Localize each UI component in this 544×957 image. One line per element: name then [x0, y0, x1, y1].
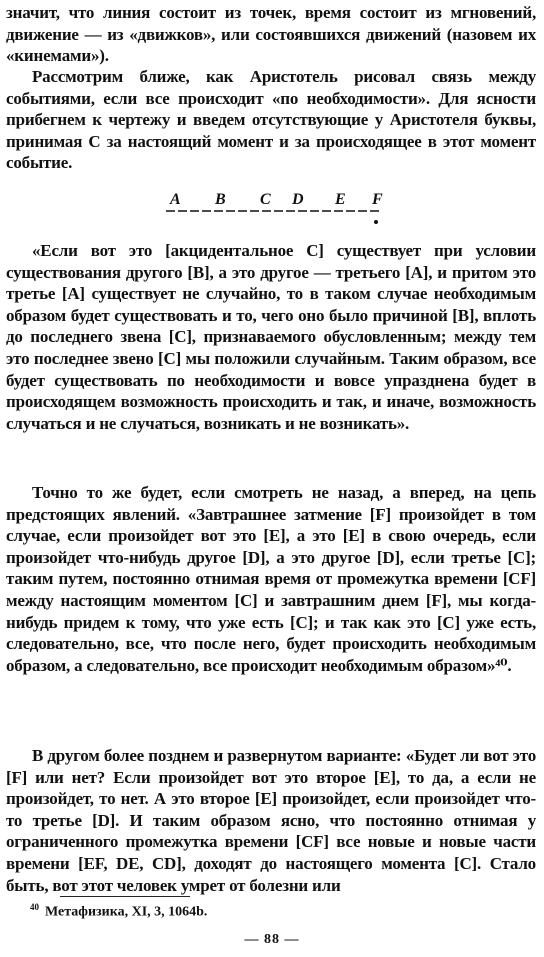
paragraph-text: Рассмотрим ближе, как Аристотель рисовал связь между событиями, если все происходит «по необходимости». Для ясности прибегнем к чертежу и введем отсутствующие у Аристотеля буквы, принимая C за настоящий момент и за происходящее в этот момент событие.	[6, 67, 536, 173]
paragraph-text: Точно то же будет, если смотреть не назад, а вперед, на цепь предстоящих явлений. «Завтрашнее затмение [F] произойдет в том случае, если произойдет вот это [E], а это [E] в свою очередь, если произойдет что-нибудь другое [D], а это другое [D], если третье [C]; таким путем, постоянно отнимая время от промежутка времени [CF] между настоящим моментом [C] и завтрашним днем [F], мы когда-нибудь придем к тому, что уже есть [C]; и так как это [C] уже есть, следовательно, все, что после него, будет происходить необходимым образом, а следовательно, все происходит необходимым образом»⁴⁰.	[6, 483, 536, 675]
paragraph-quote-backward	[6, 240, 536, 434]
footnote-text: Метафизика, XI, 3, 1064b.	[45, 904, 208, 920]
diagram-endpoint-dot	[374, 220, 378, 224]
paragraph-later-variant	[6, 745, 536, 896]
page-number: — 88 —	[244, 932, 300, 947]
paragraph-aristotle-intro	[6, 66, 536, 174]
footnote-number: 40	[30, 902, 39, 912]
paragraph-text: «Если вот это [акцидентальное C] существует при условии существования другого [B], а это другое — третьего [A], и притом это третье [A] существует не случайно, то в таком случае необходимым образом будет существовать и то, чего оно было причиной [B], вплоть до последнего звена [C], признаваемого обусловленным; между тем это последнее звено [C] мы положили случайным. Таким образом, все будет существовать по необходимости и вовсе упразднена будет в происходящем возможность происходить и так, и иначе, возможность случаться и не случаться, возникать и не возникать».	[6, 241, 536, 433]
diagram-label-e: E	[335, 191, 346, 208]
paragraph-text: В другом более позднем и развернутом варианте: «Будет ли вот это [F] или нет? Если произойдет вот это второе [E], то да, а если не произойдет, то нет. А это второе [E] произойдет, если произойдет что-то третье [D]. И таким образом ясно, что постоянно отнимая у ограниченного промежутка времени [CF] все новые и новые части времени [EF, DE, CD], доходят до настоящего момента [C]. Стало быть, вот этот человек умрет от болезни или	[6, 746, 536, 895]
paragraph-quote-forward	[6, 482, 536, 676]
diagram-label-d: D	[292, 191, 304, 208]
footnote-divider	[60, 896, 190, 897]
diagram-label-c: C	[260, 191, 271, 208]
diagram-label-b: B	[215, 191, 226, 208]
paragraph-continuation	[6, 2, 536, 67]
paragraph-text: значит, что линия состоит из точек, время состоит из мгновений, движение — из «движков», или состоявшихся движений (назовем их «кинемами»).	[6, 3, 536, 66]
footnote	[30, 902, 207, 921]
diagram-label-a: A	[170, 191, 181, 208]
diagram-label-f: F	[372, 191, 383, 208]
